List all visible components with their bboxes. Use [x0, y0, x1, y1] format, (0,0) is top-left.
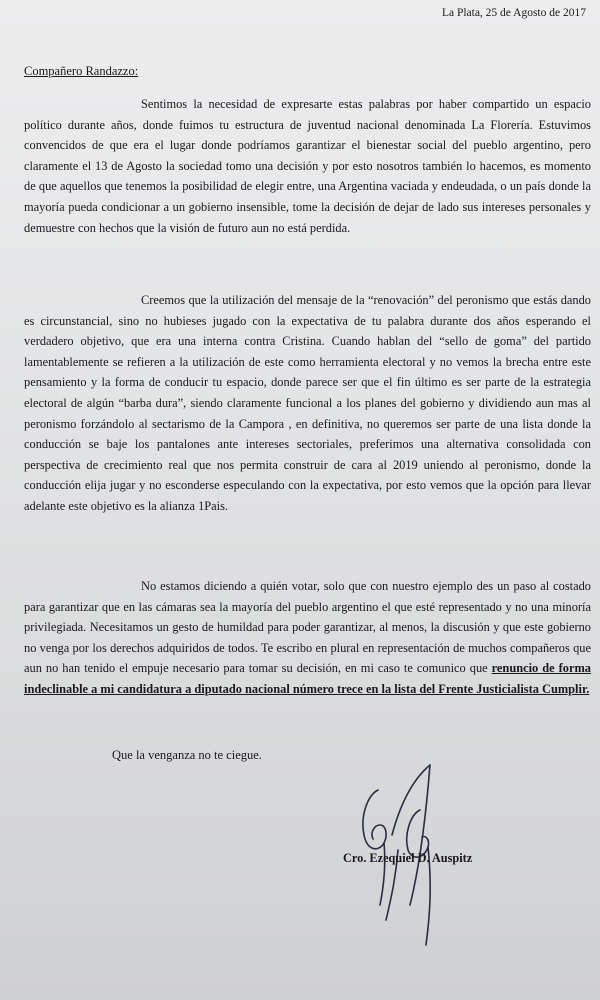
- signer-name: Cro. Ezequiel D. Auspitz: [343, 851, 473, 865]
- paragraph-3: [24, 576, 591, 700]
- paragraph-1: Sentimos la necesidad de expresarte estas palabras por haber compartido un espacio político durante años, donde fuimos tu estructura de juventud nacional denominada La Florería. Estuvimos convencidos de que era el lugar donde podríamos garantizar el bienestar social del pueblo argentino, pero claramente el 13 de Agosto la sociedad tomo una decisión y por esto nosotros también lo hacemos, es momento de que aquellos que tenemos la posibilidad de elegir entre, una Argentina vaciada y endeudada, o un país donde la mayoría pueda condicionar a un gobierno insensible, tome la decisión de dejar de lado sus intereses personales y demuestre con hechos que la visión de futuro aun no está perdida.: [24, 97, 591, 235]
- closing-line: Que la venganza no te ciegue.: [112, 748, 262, 762]
- resignation-statement: renuncio de forma indeclinable a mi candidatura a diputado nacional número trece en la lista del Frente Justicialista Cumplir.: [24, 661, 591, 696]
- salutation: Compañero Randazzo:: [24, 64, 139, 78]
- paragraph-2: Creemos que la utilización del mensaje de la “renovación” del peronismo que estás dando es circunstancial, sino no hubieses jugado con la expectativa de tu palabra durante dos años esperando el verdadero objetivo, que era una interna contra Cristina. Cuando hablan del “sello de goma” del partido lamentablemente se refieren a la utilización de este como herramienta electoral y no vemos la brecha entre este pensamiento y la forma de conducir tu espacio, donde parece ser que el fin último es ser parte de la estrategia electoral de algún “barba dura”, siendo claramente funcional a los planes del gobierno y dividiendo aun mas al peronismo forzándolo al sectarismo de la Campora , en definitiva, no queremos ser parte de una lista donde la conducción se baje los pantalones ante intereses sectoriales, preferimos una alternativa consolidada con perspectiva de crecimiento real que nos permita construir de cara al 2019 uniendo al peronismo, donde la conducción elija jugar y no esconderse especulando con la expectativa, por esto vemos que la opción para llevar adelante este objetivo es la alianza 1Pais.: [24, 293, 591, 513]
- letter-date: La Plata, 25 de Agosto de 2017: [441, 7, 586, 19]
- paragraph-3-text: No estamos diciendo a quién votar, solo que con nuestro ejemplo des un paso al costado para garantizar que en las cámaras sea la mayoría del pueblo argentino el que esté representado y no una minoría privilegiada. Necesitamos un gesto de humildad para poder garantizar, al menos, la discusión y que este gobierno no venga por los derechos adquiridos de todos. Te escribo en plural en representación de muchos compañeros que aun no han tenido el empuje necesario para tomar su decisión, en mi caso te comunico que: [24, 579, 591, 676]
